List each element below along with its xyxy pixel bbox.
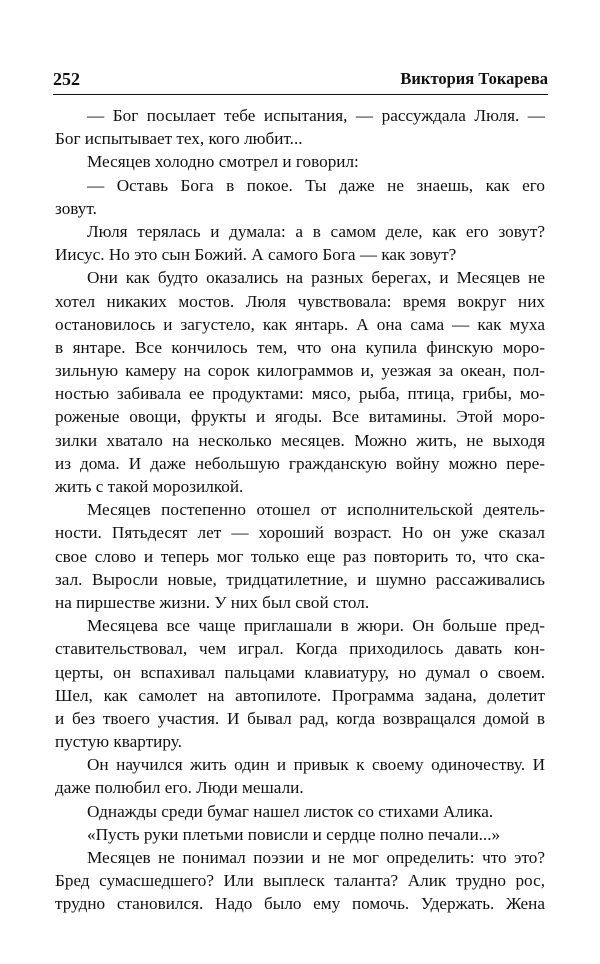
text-line: зал. Выросли новые, тридцатилетние, и шумно рассаживались <box>55 569 545 589</box>
text-line: «Пусть руки плетьми повисли и сердце полно печали...» <box>87 824 501 844</box>
text-line: роженые овощи, фрукты и ягоды. Все витамины. Этой моро- <box>55 407 545 427</box>
text-line: зилки хватало на несколько месяцев. Можно жить, не выходя <box>55 430 545 450</box>
text-line: Он научился жить один и привык к своему одиночеству. И <box>87 755 545 775</box>
text-line: жить с такой морозилкой. <box>55 477 244 496</box>
text-line: Бред сумасшедшего? Или выплеск таланта? Алик трудно рос, <box>55 871 545 891</box>
text-line: на пиршестве жизни. У них был свой стол. <box>55 592 370 612</box>
text-line: хотел никаких мостов. Люля чувствовала: время вокруг них <box>55 291 545 311</box>
text-line: Шел, как самолет на автопилоте. Программа задана, долетит <box>55 685 545 705</box>
page-number: 252 <box>53 69 80 89</box>
text-line: из дома. И даже небольшую гражданскую войну можно пере- <box>55 453 545 473</box>
text-line: Иисус. Но это сын Божий. А самого Бога — как зовут? <box>55 245 457 265</box>
text-line: ставительствовал, чем играл. Когда приходилось давать кон- <box>55 639 545 659</box>
body-text <box>55 104 545 916</box>
text-line: Месяцев постепенно отошел от исполнительской деятель- <box>87 500 545 520</box>
text-line: Люля терялась и думала: а в самом деле, как его зовут? <box>87 221 545 241</box>
text-line: Месяцев не понимал поэзии и не мог определить: что это? <box>87 848 545 867</box>
text-line: — Оставь Бога в покое. Ты даже не знаешь, как его <box>87 175 545 195</box>
running-title: Виктория Токарева <box>400 69 548 88</box>
text-line: пустую квартиру. <box>55 732 182 752</box>
text-line: остановилось и загустело, как янтарь. А она сама — как муха <box>55 314 545 334</box>
text-line: Месяцев холодно смотрел и говорил: <box>87 152 359 172</box>
text-line: Однажды среди бумаг нашел листок со стихами Алика. <box>87 801 494 821</box>
text-line: Они как будто оказались на разных берегах, и Месяцев не <box>87 268 545 288</box>
text-line: ностью забивала ее продуктами: мясо, рыба, птица, грибы, мо- <box>55 384 545 404</box>
page-header <box>53 68 548 94</box>
text-line: зильную камеру на сорок килограммов и, уезжая за океан, пол- <box>55 361 545 381</box>
text-line: и без твоего участия. И бывал рад, когда возвращался домой в <box>55 708 545 728</box>
header-rule <box>53 94 548 95</box>
text-line: зовут. <box>55 198 97 218</box>
text-line: трудно становился. Надо было ему помочь. Удержать. Жена <box>55 894 545 914</box>
text-line: — Бог посылает тебе испытания, — рассуждала Люля. — <box>87 106 545 125</box>
text-line: Месяцева все чаще приглашали в жюри. Он больше пред- <box>87 616 545 636</box>
text-line: церты, он вспахивал пальцами клавиатуру, но думал о своем. <box>55 662 545 682</box>
text-line: в янтаре. Все кончилось тем, что она купила финскую моро- <box>55 337 545 357</box>
text-line: свое слово и теперь мог только еще раз повторить то, что ска- <box>55 546 545 566</box>
text-line: даже полюбил его. Люди мешали. <box>55 778 304 798</box>
text-line: Бог испытывает тех, кого любит... <box>55 129 303 149</box>
text-line: ности. Пятьдесят лет — хороший возраст. Но он уже сказал <box>55 523 545 543</box>
